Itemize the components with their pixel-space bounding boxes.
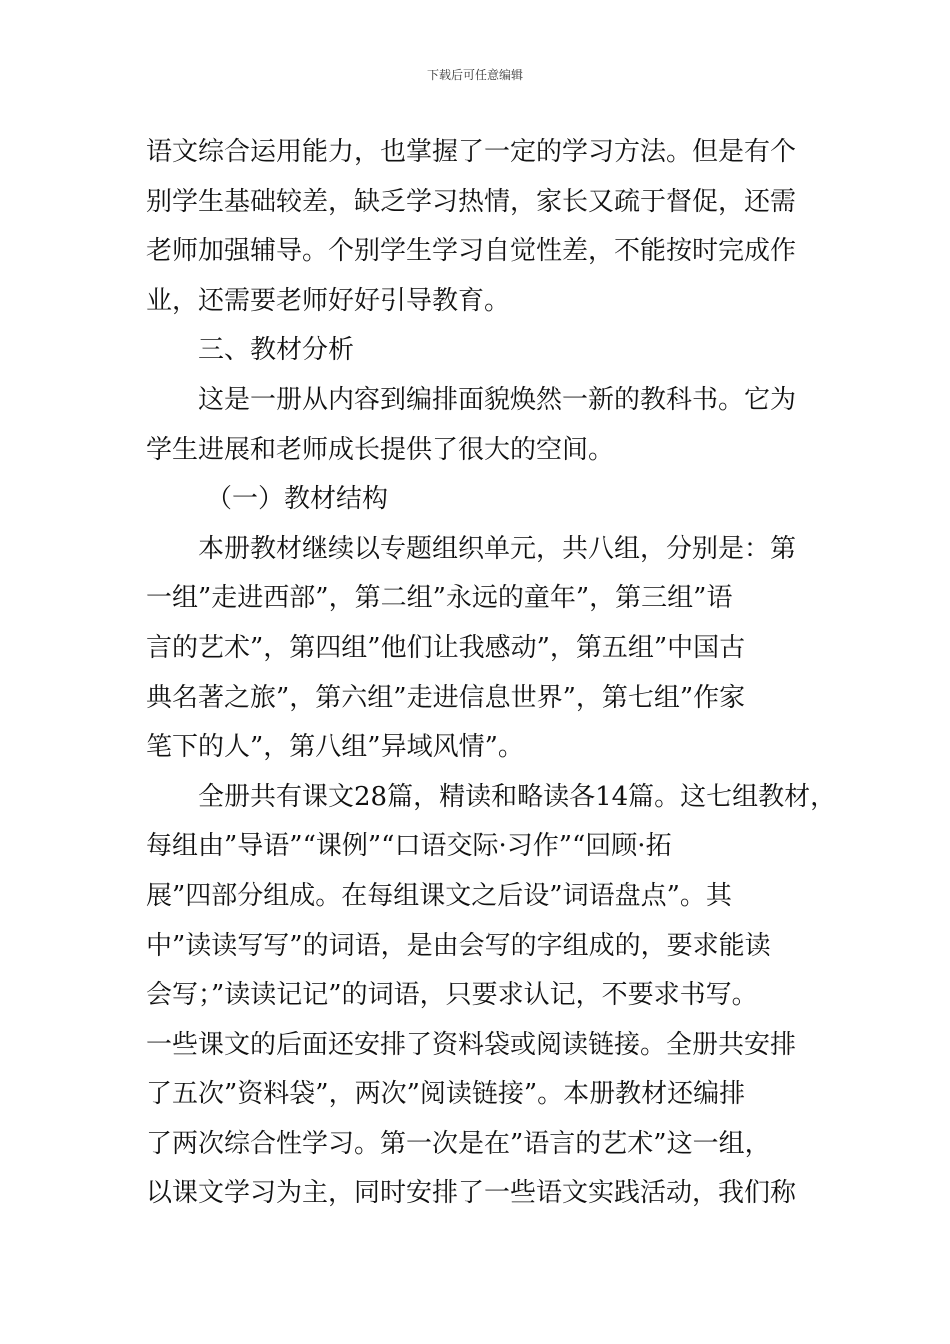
text-line-4: 业，还需要老师好好引导教育。	[146, 285, 511, 316]
text-line-14: 全册共有课文28篇，精读和略读各14篇。这七组教材，	[198, 781, 837, 812]
text-line-19: 一些课文的后面还安排了资料袋或阅读链接。全册共安排	[146, 1029, 797, 1060]
text-line-6: 这是一册从内容到编排面貌焕然一新的教科书。它为	[198, 384, 797, 415]
page-header-note: 下载后可任意编辑	[426, 68, 523, 82]
text-line-3: 老师加强辅导。个别学生学习自觉性差，不能按时完成作	[146, 236, 797, 267]
text-line-20: 了五次”资料袋”，两次”阅读链接”。本册教材还编排	[146, 1079, 746, 1110]
document-body	[146, 128, 837, 1219]
text-line-15: 每组由”导语”“课例”“口语交际·习作”“回顾·拓	[146, 831, 672, 862]
text-line-22: 以课文学习为主，同时安排了一些语文实践活动，我们称	[146, 1178, 797, 1209]
text-line-12: 典名著之旅”，第六组”走进信息世界”，第七组”作家	[146, 682, 746, 713]
text-line-13: 笔下的人”，第八组”异域风情”。	[146, 732, 524, 763]
text-line-17: 中”读读写写”的词语，是由会写的字组成的，要求能读	[146, 930, 771, 961]
text-line-21: 了两次综合性学习。第一次是在”语言的艺术”这一组，	[146, 1128, 771, 1159]
text-line-1: 语文综合运用能力，也掌握了一定的学习方法。但是有个	[146, 137, 797, 167]
text-line-16: 展”四部分组成。在每组课文之后设”词语盘点”。其	[146, 880, 732, 911]
subsection-heading-textbook-structure: （一）教材结构	[206, 484, 389, 515]
section-heading-textbook-analysis: 三、教材分析	[198, 335, 355, 366]
text-line-2: 别学生基础较差，缺乏学习热情，家长又疏于督促，还需	[146, 186, 797, 217]
text-line-10: 一组”走进西部”，第二组”永远的童年”，第三组”语	[146, 583, 733, 614]
text-line-9: 本册教材继续以专题组织单元，共八组，分别是：第	[198, 533, 797, 564]
text-line-11: 言的艺术”，第四组”他们让我感动”，第五组”中国古	[146, 632, 746, 663]
text-line-7: 学生进展和老师成长提供了很大的空间。	[146, 434, 615, 465]
text-line-18: 会写；”读读记记”的词语，只要求认记，不要求书写。	[146, 980, 758, 1011]
